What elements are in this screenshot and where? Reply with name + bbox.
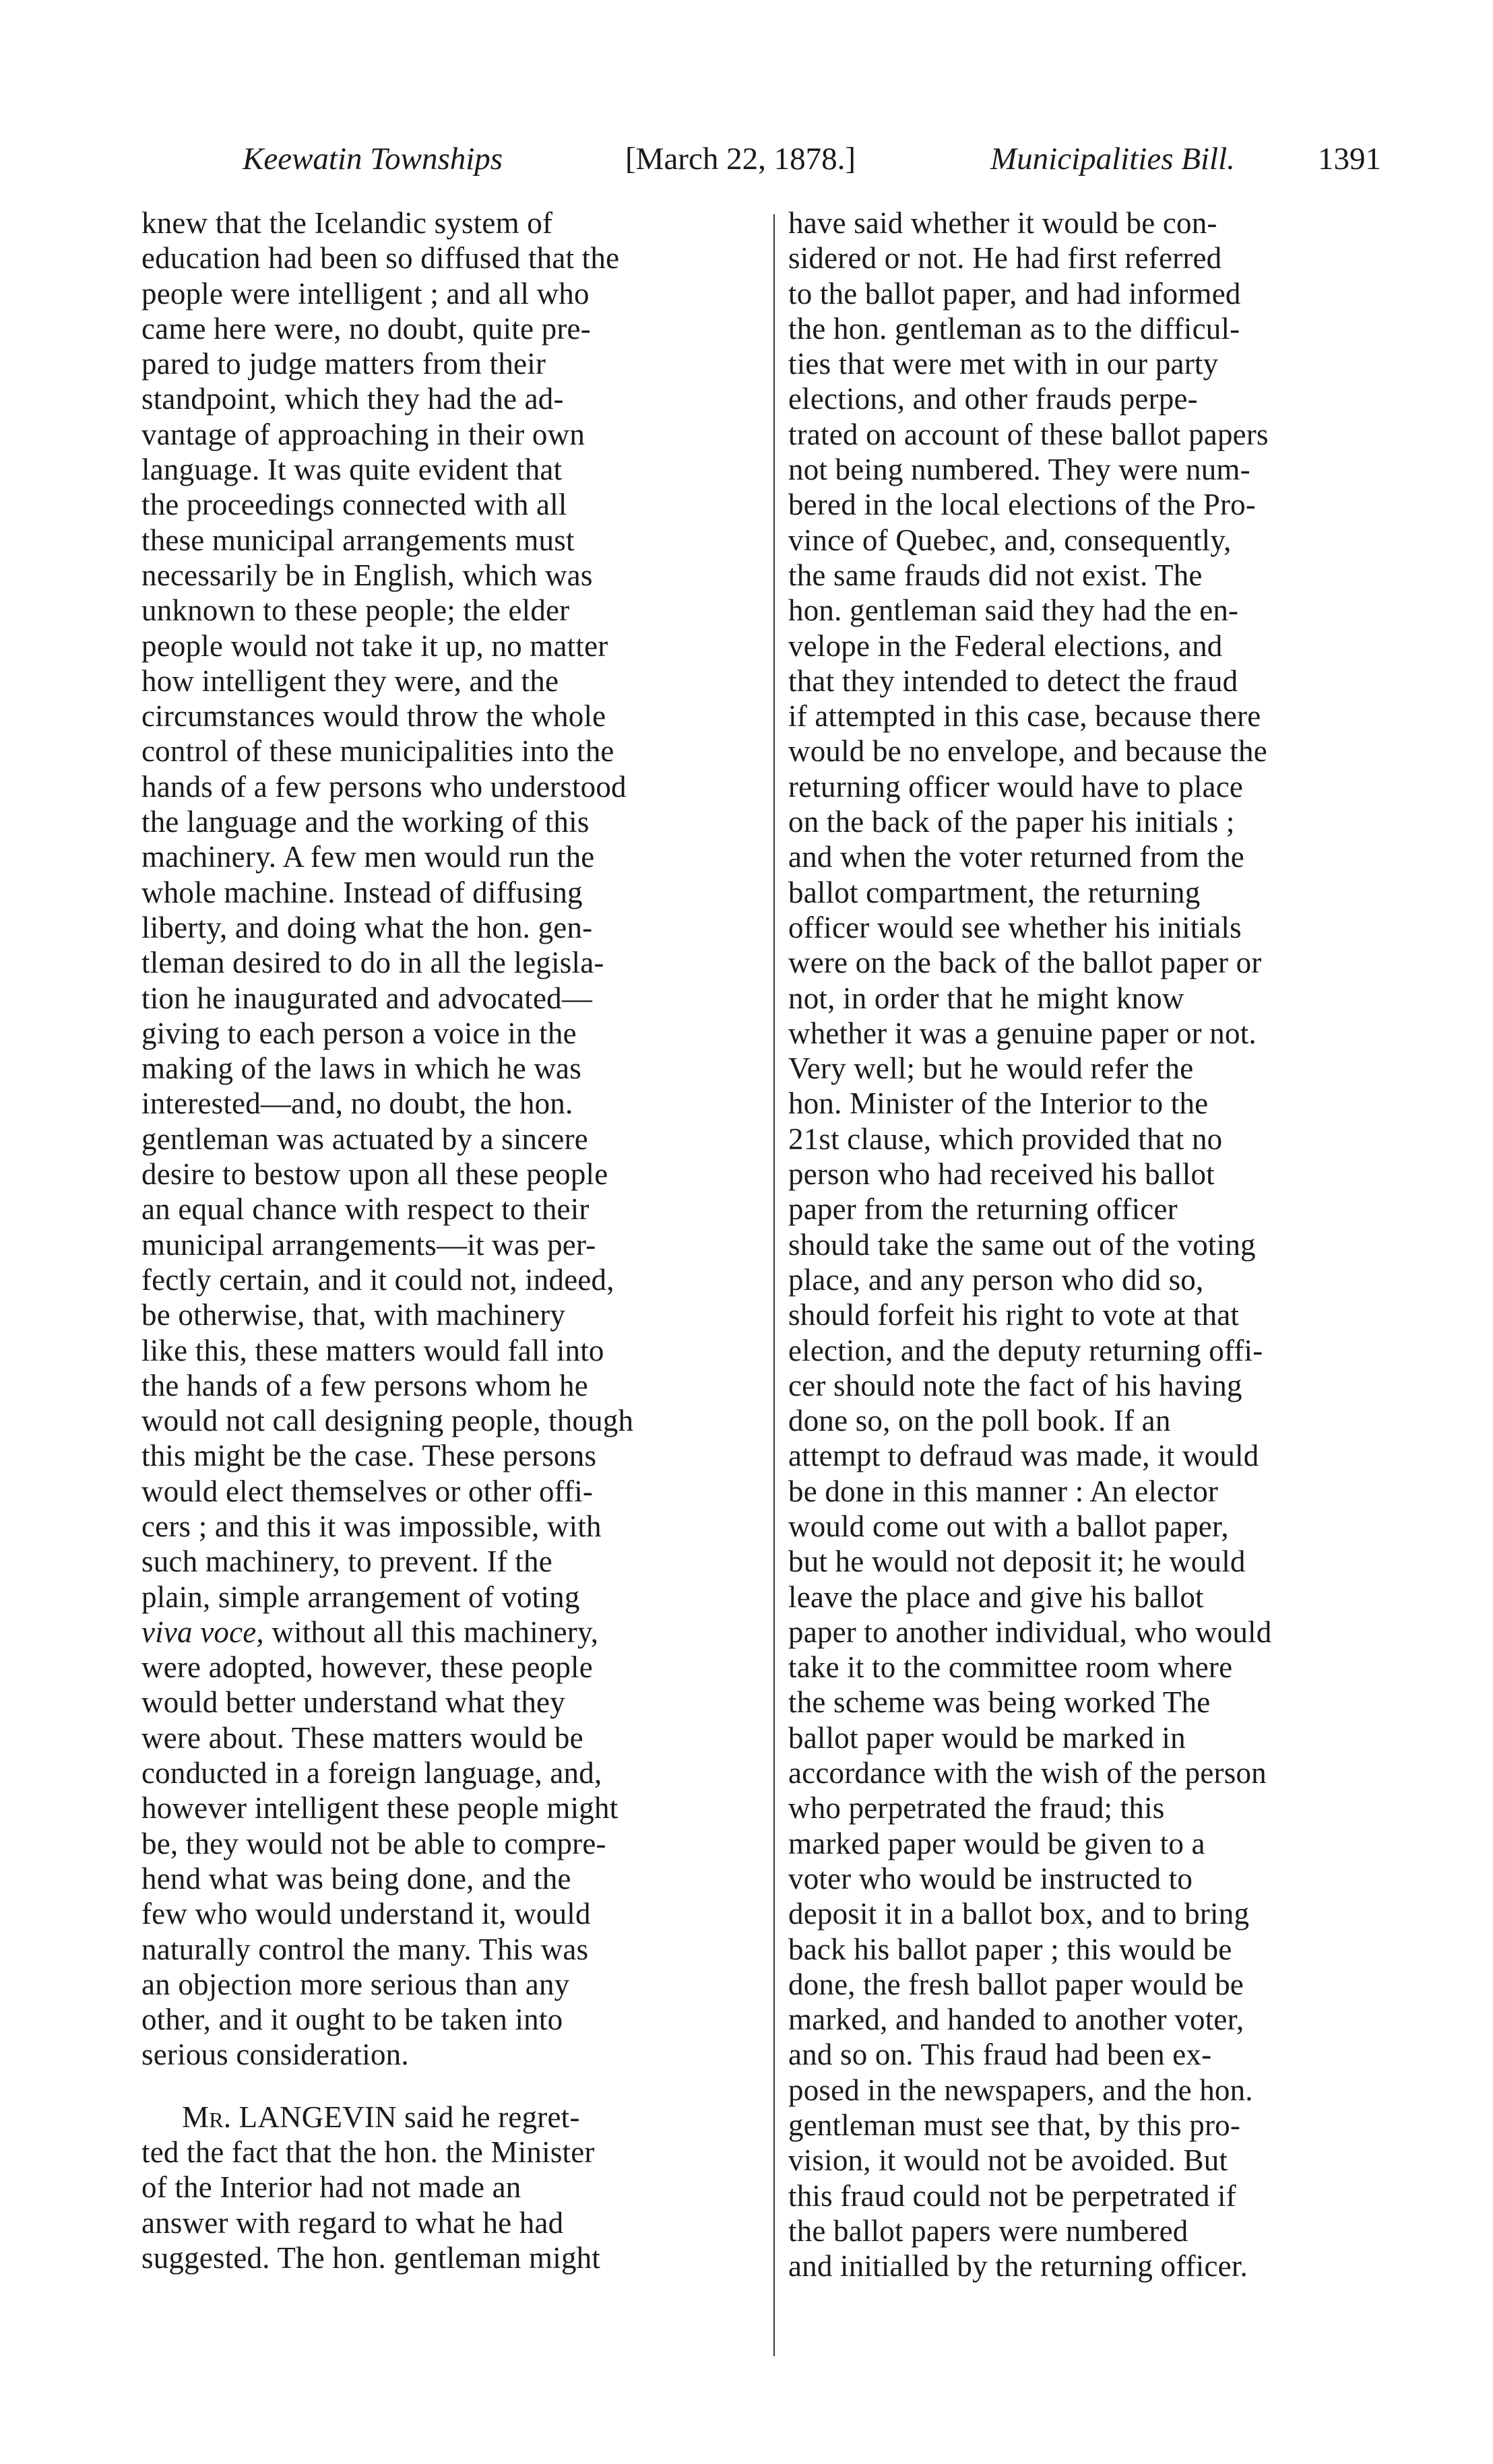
text-line: accordance with the wish of the person xyxy=(788,1756,1267,1790)
page-number: 1391 xyxy=(1318,141,1381,176)
text-line: would not call designing people, though xyxy=(141,1404,634,1438)
text-line: making of the laws in which he was xyxy=(141,1051,581,1086)
text-line: interested—and, no doubt, the hon. xyxy=(141,1087,573,1121)
text-line: plain, simple arrangement of voting xyxy=(141,1580,580,1614)
text-line: would come out with a ballot paper, xyxy=(788,1509,1229,1543)
text-line: the language and the working of this xyxy=(141,805,590,839)
text-line: the hands of a few persons whom he xyxy=(141,1368,588,1402)
text-line: paper to another individual, who would xyxy=(788,1615,1272,1649)
text-line: hon. gentleman said they had the en- xyxy=(788,593,1239,628)
text-line: the same frauds did not exist. The xyxy=(788,558,1203,592)
text-line: circumstances would throw the whole xyxy=(141,699,606,734)
text-line: of the Interior had not made an xyxy=(141,2170,521,2205)
text-line: attempt to defraud was made, it would xyxy=(788,1439,1259,1473)
text-line: naturally control the many. This was xyxy=(141,1932,589,1966)
text-line: other, and it ought to be taken into xyxy=(141,2003,563,2037)
text-line: an objection more serious than any xyxy=(141,1967,570,2001)
text-line: be done in this manner : An elector xyxy=(788,1474,1219,1508)
text-line: have said whether it would be con- xyxy=(788,206,1217,240)
italic-phrase: viva voce, xyxy=(141,1615,264,1649)
text-line: an equal chance with respect to their xyxy=(141,1192,590,1227)
header-section-title: Keewatin Townships xyxy=(243,141,503,176)
text-line: giving to each person a voice in the xyxy=(141,1016,577,1050)
text-line: paper from the returning officer xyxy=(788,1192,1178,1227)
text-line: how intelligent they were, and the xyxy=(141,663,559,698)
text-line: the proceedings connected with all xyxy=(141,488,567,522)
text-line: vince of Quebec, and, consequently, xyxy=(788,523,1232,557)
text-line: gentleman was actuated by a sincere xyxy=(141,1122,588,1156)
text-line: done so, on the poll book. If an xyxy=(788,1404,1171,1438)
text-line: back his ballot paper ; this would be xyxy=(788,1932,1232,1966)
text-line: but he would not deposit it; he would xyxy=(788,1545,1246,1579)
text-line: people would not take it up, no matter xyxy=(141,628,608,663)
text-line: hend what was being done, and the xyxy=(141,1861,571,1895)
text-line: done, the fresh ballot paper would be xyxy=(788,1967,1244,2001)
text-line: ballot compartment, the returning xyxy=(788,875,1201,909)
text-line: that they intended to detect the fraud xyxy=(788,663,1238,698)
text-line: cer should note the fact of his having xyxy=(788,1368,1242,1402)
text-line: language. It was quite evident that xyxy=(141,453,563,487)
text-line: place, and any person who did so, xyxy=(788,1262,1204,1297)
text-fragment: without all this machinery, xyxy=(263,1615,599,1649)
text-line: suggested. The hon. gentleman might xyxy=(141,2240,601,2275)
text-line: returning officer would have to place xyxy=(788,769,1244,804)
text-line: the ballot papers were numbered xyxy=(788,2213,1188,2248)
text-line: to the ballot paper, and had informed xyxy=(788,276,1241,311)
text-line: deposit it in a ballot box, and to bring xyxy=(788,1897,1250,1931)
text-line: hands of a few persons who understood xyxy=(141,769,627,804)
text-line: who perpetrated the fraud; this xyxy=(788,1791,1165,1825)
text-line: trated on account of these ballot papers xyxy=(788,417,1269,451)
text-line: the hon. gentleman as to the difficul- xyxy=(788,311,1240,346)
text-line: not being numbered. They were num- xyxy=(788,453,1250,487)
text-line: marked paper would be given to a xyxy=(788,1826,1205,1860)
text-line: tleman desired to do in all the legisla- xyxy=(141,946,604,980)
text-line: were about. These matters would be xyxy=(141,1720,583,1755)
header-date: [March 22, 1878.] xyxy=(625,141,856,176)
text-line: would be no envelope, and because the xyxy=(788,734,1267,769)
text-line: marked, and handed to another voter, xyxy=(788,2003,1244,2037)
text-line: these municipal arrangements must xyxy=(141,523,575,557)
text-line xyxy=(141,1615,748,1650)
header-bill-title: Municipalities Bill. xyxy=(990,141,1235,176)
text-line: bered in the local elections of the Pro- xyxy=(788,488,1257,522)
text-line: such machinery, to prevent. If the xyxy=(141,1545,552,1579)
text-line xyxy=(141,2100,748,2135)
text-line: machinery. A few men would run the xyxy=(141,840,595,874)
text-fragment: said he regret- xyxy=(396,2100,580,2134)
text-line: be, they would not be able to compre- xyxy=(141,1826,606,1860)
text-line: should forfeit his right to vote at that xyxy=(788,1298,1240,1332)
text-line: were adopted, however, these people xyxy=(141,1650,593,1685)
paragraph-gap xyxy=(141,2073,748,2100)
text-line: answer with regard to what he had xyxy=(141,2205,564,2240)
text-line: and when the voter returned from the xyxy=(788,840,1244,874)
text-line: leave the place and give his ballot xyxy=(788,1580,1204,1614)
text-line: election, and the deputy returning offi- xyxy=(788,1333,1263,1367)
text-line: were on the back of the ballot paper or xyxy=(788,946,1262,980)
text-line: ballot paper would be marked in xyxy=(788,1720,1186,1755)
text-line: tion he inaugurated and advocated— xyxy=(141,981,593,1015)
text-line: on the back of the paper his initials ; xyxy=(788,805,1235,839)
text-line: vision, it would not be avoided. But xyxy=(788,2143,1228,2178)
text-line: velope in the Federal elections, and xyxy=(788,628,1223,663)
text-line: education had been so diffused that the xyxy=(141,241,620,275)
text-line: elections, and other frauds perpe- xyxy=(788,382,1198,416)
text-line: the scheme was being worked The xyxy=(788,1685,1211,1720)
text-line: few who would understand it, would xyxy=(141,1897,591,1931)
speaker-name: Mr. LANGEVIN xyxy=(182,2100,397,2134)
text-line: and so on. This fraud had been ex- xyxy=(788,2038,1212,2072)
text-line: like this, these matters would fall into xyxy=(141,1333,604,1367)
text-line: sidered or not. He had first referred xyxy=(788,241,1222,275)
text-line: be otherwise, that, with machinery xyxy=(141,1298,566,1332)
text-line: not, in order that he might know xyxy=(788,981,1184,1015)
text-line: vantage of approaching in their own xyxy=(141,417,585,451)
text-line: gentleman must see that, by this pro- xyxy=(788,2108,1241,2143)
text-line: if attempted in this case, because there xyxy=(788,699,1261,734)
text-line: this fraud could not be perpetrated if xyxy=(788,2178,1236,2213)
text-line: liberty, and doing what the hon. gen- xyxy=(141,910,593,944)
text-line: standpoint, which they had the ad- xyxy=(141,382,564,416)
text-line: hon. Minister of the Interior to the xyxy=(788,1087,1209,1121)
text-line: knew that the Icelandic system of xyxy=(141,206,553,240)
right-column xyxy=(788,205,1401,2284)
text-line: and initialled by the returning officer. xyxy=(788,2249,1248,2283)
text-line: came here were, no doubt, quite pre- xyxy=(141,311,591,346)
text-line: serious consideration. xyxy=(141,2038,409,2072)
running-header xyxy=(222,132,1422,186)
text-line: conducted in a foreign language, and, xyxy=(141,1756,602,1790)
text-line: would better understand what they xyxy=(141,1685,565,1720)
text-line: posed in the newspapers, and the hon. xyxy=(788,2073,1253,2107)
text-line: municipal arrangements—it was per- xyxy=(141,1227,596,1262)
text-line: person who had received his ballot xyxy=(788,1157,1215,1192)
text-line: 21st clause, which provided that no xyxy=(788,1122,1223,1156)
text-line: fectly certain, and it could not, indeed, xyxy=(141,1262,614,1297)
text-line: people were intelligent ; and all who xyxy=(141,276,590,311)
text-line: cers ; and this it was impossible, with xyxy=(141,1509,602,1543)
text-line: unknown to these people; the elder xyxy=(141,593,570,628)
text-line: take it to the committee room where xyxy=(788,1650,1233,1685)
text-line: whole machine. Instead of diffusing xyxy=(141,875,583,909)
text-line: however intelligent these people might xyxy=(141,1791,618,1825)
left-column xyxy=(141,205,748,2275)
text-line: control of these municipalities into the xyxy=(141,734,614,769)
column-divider xyxy=(773,214,775,2356)
text-line: Very well; but he would refer the xyxy=(788,1051,1194,1086)
text-line: would elect themselves or other offi- xyxy=(141,1474,594,1508)
text-line: officer would see whether his initials xyxy=(788,910,1242,944)
text-line: pared to judge matters from their xyxy=(141,347,546,381)
text-line: necessarily be in English, which was xyxy=(141,558,593,592)
text-line: whether it was a genuine paper or not. xyxy=(788,1016,1257,1050)
text-line: should take the same out of the voting xyxy=(788,1227,1256,1262)
text-line: this might be the case. These persons xyxy=(141,1439,597,1473)
text-line: ted the fact that the hon. the Minister xyxy=(141,2135,595,2170)
text-line: ties that were met with in our party xyxy=(788,347,1219,381)
text-line: desire to bestow upon all these people xyxy=(141,1157,608,1192)
text-line: voter who would be instructed to xyxy=(788,1861,1193,1895)
